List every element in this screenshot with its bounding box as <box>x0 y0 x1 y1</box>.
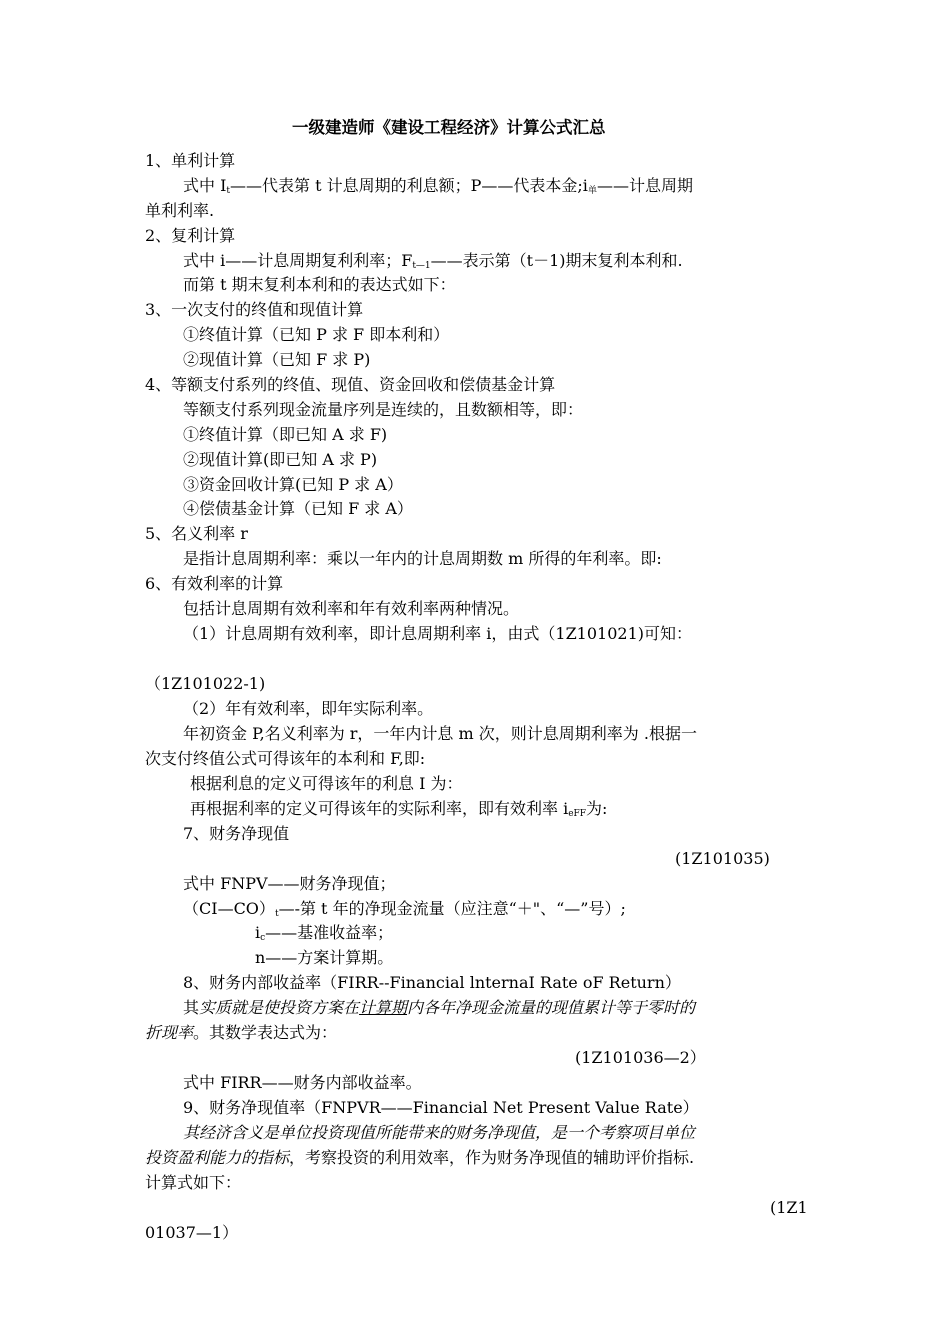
text-run: ——计息周期 <box>596 176 693 195</box>
section-7-heading: 7、财务净现值 <box>183 824 290 843</box>
section-8-heading: 8、财务内部收益率（FIRR--Financial lnternaI Rate oF Return） <box>183 973 681 992</box>
section-1-heading: 1、单利计算 <box>145 151 236 170</box>
section-4-item-a: ①终值计算（即已知 A 求 F) <box>183 425 388 444</box>
italic-run: 实质就是使投资方案在 <box>199 998 360 1017</box>
text-run: ——基准收益率； <box>265 923 394 942</box>
section-4-item-b: ②现值计算(即已知 A 求 P) <box>183 450 378 469</box>
italic-run: 投资盈利能力的指标 <box>145 1148 290 1167</box>
equation-number: (1Z101036—2） <box>575 1048 706 1067</box>
section-3-item-b: ②现值计算（已知 F 求 P) <box>183 350 371 369</box>
subscript: t <box>274 909 279 919</box>
section-8-line-1 <box>183 997 695 1019</box>
section-6-line-1: 包括计息周期有效利率和年有效利率两种情况。 <box>183 599 520 618</box>
subscript: 单 <box>587 186 597 196</box>
subscript: c <box>260 933 266 943</box>
section-2-line-2: 而第 t 期末复利本利和的表达式如下： <box>183 275 456 294</box>
section-6-line-3: （2）年有效利率，即年实际利率。 <box>183 699 434 718</box>
section-6-line-2: （1）计息周期有效利率，即计息周期利率 i，由式（1Z101021)可知： <box>183 624 693 643</box>
section-6-line-5: 次支付终值公式可得该年的本利和 F,即: <box>145 749 426 768</box>
equation-number-continued: 01037—1） <box>145 1223 239 1242</box>
section-7-line-3 <box>255 922 393 944</box>
text-run: 为: <box>586 799 608 818</box>
section-4-item-c: ③资金回收计算(已知 P 求 A） <box>183 475 403 494</box>
text-run: ——代表第 t 计息周期的利息额；P——代表本金;i <box>230 176 588 195</box>
underlined-term: 计算期 <box>359 998 408 1017</box>
section-5-heading: 5、名义利率 r <box>145 524 248 543</box>
section-6-line-6: 根据利息的定义可得该年的利息 I 为： <box>190 774 463 793</box>
section-6-heading: 6、有效利率的计算 <box>145 574 284 593</box>
section-9-heading: 9、财务净现值率（FNPVR——Financial Net Present Value Rate） <box>183 1098 699 1117</box>
equation-number: (1Z1 <box>770 1198 808 1217</box>
section-4-intro: 等额支付系列现金流量序列是连续的，且数额相等，即： <box>183 400 584 419</box>
section-4-item-d: ④偿债基金计算（已知 F 求 A） <box>183 499 413 518</box>
section-1-line-1 <box>183 175 693 197</box>
text-run: 。其数学表达式为： <box>193 1023 338 1042</box>
text-run: （CI—CO） <box>183 899 275 918</box>
section-8-line-2 <box>145 1022 337 1044</box>
subscript: t <box>226 186 231 196</box>
section-3-item-a: ①终值计算（已知 P 求 F 即本利和） <box>183 325 450 344</box>
subscript: t—1 <box>412 261 431 271</box>
text-run: 式中 I <box>183 176 227 195</box>
subscript: eFF <box>568 809 587 819</box>
section-6-line-7 <box>190 798 607 820</box>
section-4-heading: 4、等额支付系列的终值、现值、资金回收和偿债基金计算 <box>145 375 556 394</box>
section-3-heading: 3、一次支付的终值和现值计算 <box>145 300 364 319</box>
section-5-line-1: 是指计息周期利率：乘以一年内的计息周期数 m 所得的年利率。即: <box>183 549 662 568</box>
section-2-heading: 2、复利计算 <box>145 226 236 245</box>
section-8-line-3: 式中 FIRR——财务内部收益率。 <box>183 1073 422 1092</box>
text-run: ，考察投资的利用效率，作为财务净现值的辅助评价指标. <box>289 1148 695 1167</box>
text-run: 式中 i——计息周期复利利率；F <box>183 251 413 270</box>
section-7-line-4: n——方案计算期。 <box>255 948 394 967</box>
document-title: 一级建造师《建设工程经济》计算公式汇总 <box>292 118 606 137</box>
section-1-line-2: 单利利率. <box>145 201 215 220</box>
italic-run: 内各年净现金流量的现值累计等于零时的 <box>407 998 696 1017</box>
text-run: —-第 t 年的净现金流量（应注意“＋"、“—”号）; <box>278 899 626 918</box>
text-run: ——表示第（t－1)期末复利本利和. <box>430 251 683 270</box>
equation-number: （1Z101022-1) <box>145 674 266 693</box>
section-7-line-1: 式中 FNPV——财务净现值； <box>183 874 396 893</box>
equation-number: (1Z101035) <box>675 849 770 868</box>
section-9-line-1: 其经济含义是单位投资现值所能带来的财务净现值，是一个考察项目单位 <box>183 1123 696 1142</box>
italic-run: 折现率 <box>145 1023 194 1042</box>
section-2-line-1 <box>183 250 683 272</box>
section-9-line-2 <box>145 1147 694 1169</box>
section-6-line-4: 年初资金 P,名义利率为 r，一年内计息 m 次，则计息周期利率为 .根据一 <box>183 724 697 743</box>
text-run: 再根据利率的定义可得该年的实际利率，即有效利率 i <box>190 799 569 818</box>
section-9-line-3: 计算式如下： <box>145 1173 242 1192</box>
text-run: 其 <box>183 998 200 1017</box>
section-7-line-2 <box>183 898 626 920</box>
text-run: i <box>255 923 261 942</box>
